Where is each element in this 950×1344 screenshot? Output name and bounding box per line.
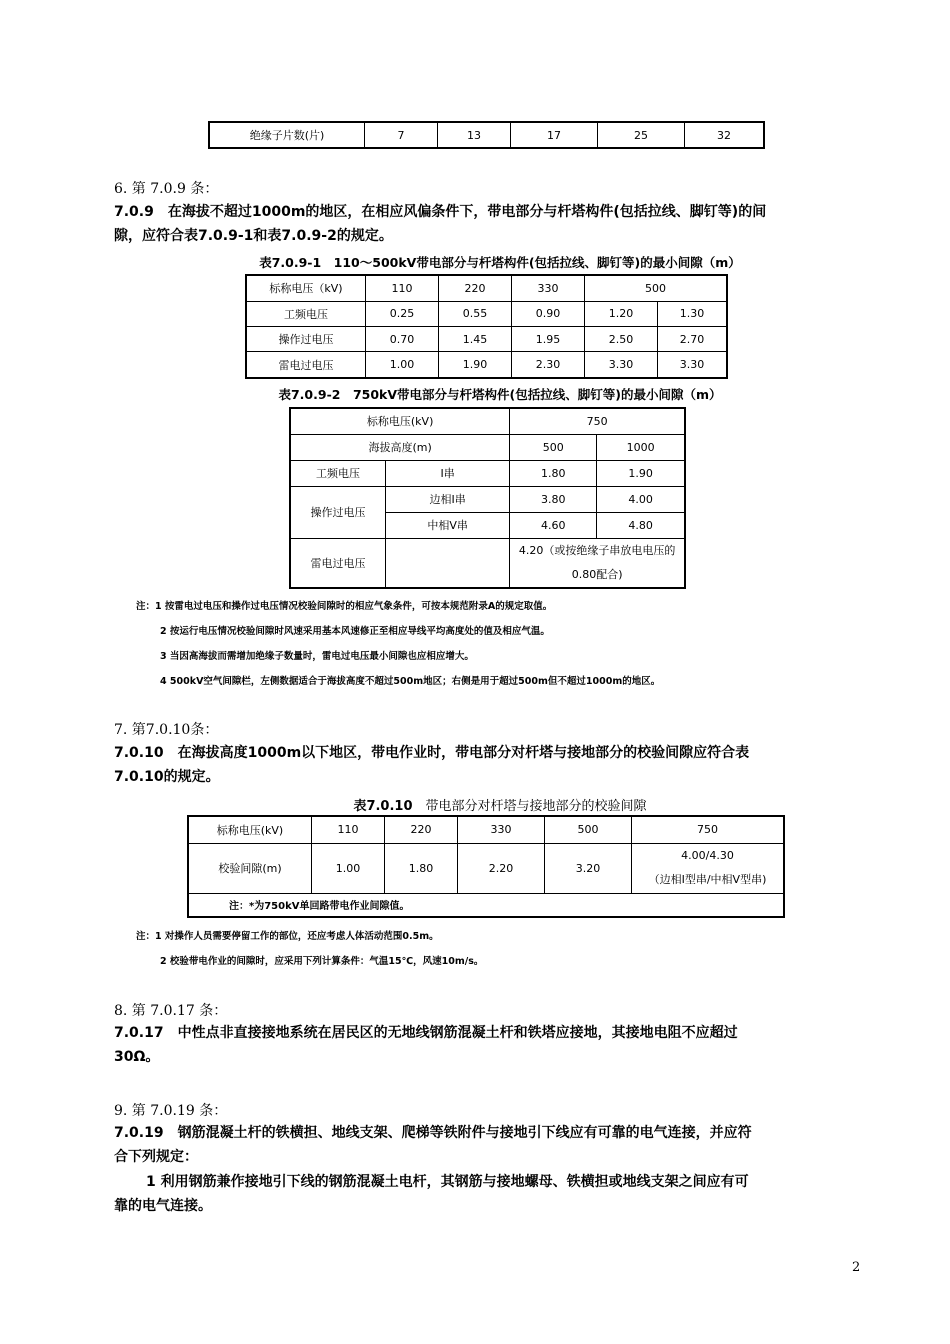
table-cell: 1.30	[658, 301, 728, 326]
table-sub-label: I串	[386, 460, 510, 486]
table-7-0-9-2-caption: 表7.0.9-2 750kV带电部分与杆塔构件(包括拉线、脚钉等)的最小间隙（m）	[278, 387, 722, 402]
section-9-para-line2: 合下列规定：	[114, 1149, 198, 1165]
table-cell: 2.20	[458, 843, 545, 893]
s6-note-3: 3 当因高海拔而需增加绝缘子数量时，雷电过电压最小间隙也应相应增大。	[160, 651, 474, 662]
table-cell: 4.00	[597, 486, 685, 512]
table-cell: 7	[365, 122, 438, 148]
table-row-label: 雷电过电压	[290, 538, 386, 588]
table-cell: 1.45	[439, 326, 512, 351]
section-8-para-line2: 30Ω。	[114, 1049, 160, 1065]
table-cell: 1.80	[510, 460, 597, 486]
section-8-heading: 8. 第 7.0.17 条：	[114, 1003, 228, 1019]
table-cell: 0.55	[439, 301, 512, 326]
table-cell: 25	[598, 122, 685, 148]
table-header-cell: 220	[439, 275, 512, 301]
section-9-para-line1: 7.0.19 钢筋混凝土杆的铁横担、地线支架、爬梯等铁附件与接地引下线应有可靠的电气连接，并应符	[114, 1125, 752, 1141]
section-9-heading: 9. 第 7.0.19 条：	[114, 1103, 228, 1119]
lightning-value-line1: 4.20（或按绝缘子串放电电压的	[518, 543, 676, 557]
table-cell: 4.60	[510, 512, 597, 538]
table-row-label: 工频电压	[290, 460, 386, 486]
table-cell	[632, 843, 785, 893]
table-cell: 4.80	[597, 512, 685, 538]
table-cell: 0.70	[366, 326, 439, 351]
table-cell: 1.00	[312, 843, 385, 893]
table-cell: 0.90	[512, 301, 585, 326]
table-cell: 3.30	[585, 352, 658, 378]
section-6-para-line1: 7.0.9 在海拔不超过1000m的地区，在相应风偏条件下，带电部分与杆塔构件(包括拉线、脚钉等)的间	[114, 204, 767, 220]
page-number: 2	[852, 1260, 861, 1275]
section-9-para-line3: 1 利用钢筋兼作接地引下线的钢筋混凝土电杆，其钢筋与接地螺母、铁横担或地线支架之间应有可	[146, 1174, 749, 1190]
table-footnote: 注：*为750kV单回路带电作业间隙值。	[188, 893, 784, 917]
table-sub-label: 边相I串	[386, 486, 510, 512]
table-cell: 2.30	[512, 352, 585, 378]
table-cell: 1.90	[597, 460, 685, 486]
table-header-cell: 220	[385, 816, 458, 843]
table-sub-label: 中相V串	[386, 512, 510, 538]
table-header-cell: 500	[585, 275, 728, 301]
table-cell: 0.25	[366, 301, 439, 326]
table-header-cell: 110	[366, 275, 439, 301]
table-cell	[510, 538, 685, 588]
table-7-0-10-caption-number: 表7.0.10	[353, 799, 413, 814]
table-header-cell: 750	[510, 408, 685, 434]
table-header-cell: 330	[512, 275, 585, 301]
table-header-cell: 标称电压(kV)	[290, 408, 510, 434]
table-header-cell: 500	[545, 816, 632, 843]
insulator-count-label: 绝缘子片数(片)	[209, 122, 365, 148]
table-row-label: 操作过电压	[246, 326, 366, 351]
table-header-cell: 标称电压（kV)	[246, 275, 366, 301]
table-cell: 32	[685, 122, 765, 148]
table-cell: 3.30	[658, 352, 728, 378]
table-7-0-9-2	[289, 407, 686, 589]
s6-note-1: 注：1 按雷电过电压和操作过电压情况校验间隙时的相应气象条件，可按本规范附录A的规定取值。	[136, 601, 553, 612]
s7-note-1: 注：1 对操作人员需要停留工作的部位，还应考虑人体活动范围0.5m。	[136, 931, 439, 942]
table-header-cell: 1000	[597, 434, 685, 460]
table-header-cell: 标称电压(kV)	[188, 816, 312, 843]
table-7-0-9-1-caption: 表7.0.9-1 110～500kV带电部分与杆塔构件(包括拉线、脚钉等)的最小间隙（m）	[259, 255, 741, 270]
table-7-0-9-1	[245, 274, 728, 379]
table-7-0-10	[187, 815, 785, 918]
section-7-para-line1: 7.0.10 在海拔高度1000m以下地区，带电作业时，带电部分对杆塔与接地部分的校验间隙应符合表	[114, 745, 750, 761]
s7-note-2: 2 校验带电作业的间隙时，应采用下列计算条件：气温15℃，风速10m/s。	[160, 956, 484, 967]
table-header-cell: 110	[312, 816, 385, 843]
table-cell: 1.80	[385, 843, 458, 893]
section-6-para-line2: 隙，应符合表7.0.9-1和表7.0.9-2的规定。	[114, 228, 393, 244]
table-cell: 13	[438, 122, 511, 148]
section-8-para-line1: 7.0.17 中性点非直接接地系统在居民区的无地线钢筋混凝土杆和铁塔应接地，其接地电阻不应超过	[114, 1025, 738, 1041]
section-7-heading: 7. 第7.0.10条：	[114, 722, 219, 738]
table-7-0-10-caption-title: 带电部分对杆塔与接地部分的校验间隙	[412, 799, 647, 814]
table-cell: 1.95	[512, 326, 585, 351]
gap-750-line2: （边相Ⅰ型串/中相Ⅴ型串)	[648, 873, 767, 886]
table-cell: 1.90	[439, 352, 512, 378]
table-cell: 3.80	[510, 486, 597, 512]
table-row-label: 工频电压	[246, 301, 366, 326]
table-7-0-10-caption	[200, 795, 800, 814]
table-cell: 1.20	[585, 301, 658, 326]
table-row-label: 操作过电压	[290, 486, 386, 538]
table-row-label: 雷电过电压	[246, 352, 366, 378]
table-header-cell: 海拔高度(m)	[290, 434, 510, 460]
section-7-para-line2: 7.0.10的规定。	[114, 769, 220, 785]
section-9-para-line4: 靠的电气连接。	[114, 1198, 212, 1214]
table-header-cell: 500	[510, 434, 597, 460]
lightning-value-line2: 0.80配合)	[571, 567, 623, 581]
table-row-label: 校验间隙(m)	[188, 843, 312, 893]
table-cell: 2.70	[658, 326, 728, 351]
table-cell: 3.20	[545, 843, 632, 893]
s6-note-2: 2 按运行电压情况校验间隙时风速采用基本风速修正至相应导线平均高度处的值及相应气温。	[160, 626, 550, 637]
table-cell	[386, 538, 510, 588]
section-6-heading: 6. 第 7.0.9 条：	[114, 181, 219, 197]
insulator-count-table	[208, 121, 765, 149]
table-header-cell: 750	[632, 816, 785, 843]
table-cell: 17	[511, 122, 598, 148]
table-cell: 1.00	[366, 352, 439, 378]
table-cell: 2.50	[585, 326, 658, 351]
gap-750-line1: 4.00/4.30	[681, 849, 734, 862]
table-header-cell: 330	[458, 816, 545, 843]
s6-note-4: 4 500kV空气间隙栏，左侧数据适合于海拔高度不超过500m地区；右侧是用于超过500m但不超过1000m的地区。	[160, 676, 661, 687]
